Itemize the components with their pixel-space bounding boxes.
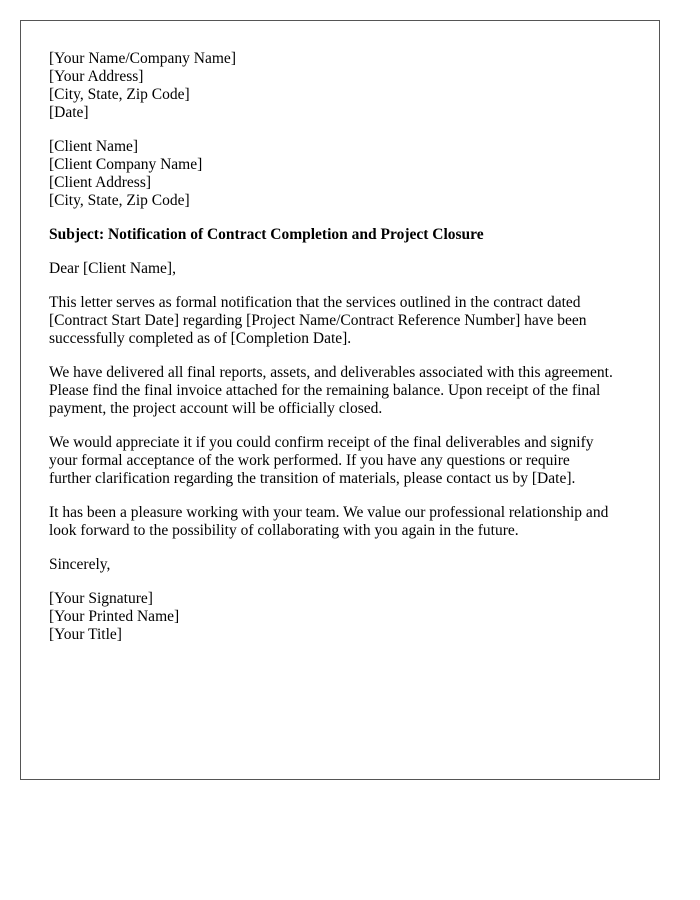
paragraph-confirmation: [49, 434, 631, 488]
paragraph-notification: [49, 294, 631, 348]
letter-page: [20, 20, 660, 780]
text-line: It has been a pleasure working with your team. We value our professional relationship and: [49, 504, 609, 521]
text-line: your formal acceptance of the work performed. If you have any questions or require: [49, 452, 570, 469]
client-name: [Client Name]: [49, 138, 139, 155]
signature-block: [49, 590, 631, 644]
text-line: We would appreciate it if you could confirm receipt of the final deliverables and signify: [49, 434, 594, 451]
sender-address-line: [Your Address]: [49, 68, 144, 85]
paragraph-thanks: [49, 504, 631, 540]
text-line: successfully completed as of [Completion Date].: [49, 330, 352, 347]
title: [Your Title]: [49, 626, 122, 643]
letter-date: [Date]: [49, 104, 89, 121]
printed-name: [Your Printed Name]: [49, 608, 180, 625]
paragraph-deliverables: [49, 364, 631, 418]
sender-address: [49, 50, 631, 122]
text-line: [Contract Start Date] regarding [Project Name/Contract Reference Number] have been: [49, 312, 587, 329]
subject-line: Subject: Notification of Contract Completion and Project Closure: [49, 226, 484, 243]
text-line: look forward to the possibility of collaborating with you again in the future.: [49, 522, 519, 539]
client-city: [City, State, Zip Code]: [49, 192, 190, 209]
text-line: We have delivered all final reports, assets, and deliverables associated with this agreement.: [49, 364, 613, 381]
text-line: payment, the project account will be officially closed.: [49, 400, 383, 417]
client-company: [Client Company Name]: [49, 156, 203, 173]
text-line: This letter serves as formal notification that the services outlined in the contract dated: [49, 294, 581, 311]
client-address: [Client Address]: [49, 174, 152, 191]
recipient-address: [49, 138, 631, 210]
sender-name: [Your Name/Company Name]: [49, 50, 236, 67]
text-line: further clarification regarding the transition of materials, please contact us by [Date].: [49, 470, 576, 487]
signature: [Your Signature]: [49, 590, 153, 607]
sender-city: [City, State, Zip Code]: [49, 86, 190, 103]
closing: Sincerely,: [49, 556, 111, 573]
salutation: Dear [Client Name],: [49, 260, 176, 277]
text-line: Please find the final invoice attached for the remaining balance. Upon receipt of the final: [49, 382, 601, 399]
